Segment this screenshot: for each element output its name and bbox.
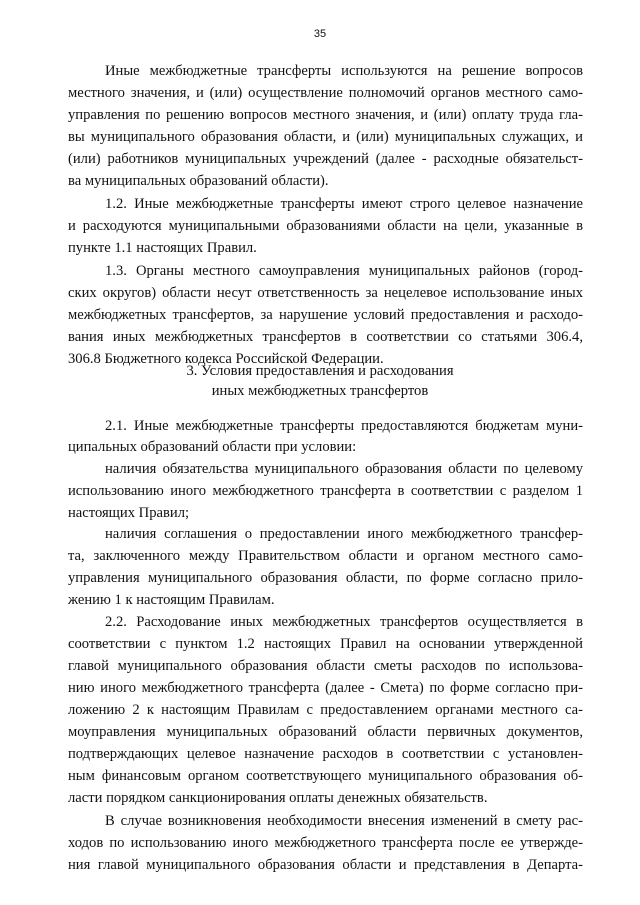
p3-line-4: вания иных межбюджетных трансфертов в соответствии со статьями 306.4, bbox=[68, 329, 583, 345]
p1-line-1: Иные межбюджетные трансферты используются на решение вопросов bbox=[105, 63, 583, 79]
section-heading-line-2: иных межбюджетных трансфертов bbox=[211, 383, 429, 399]
p6-line-3: управления муниципального образования области, по форме согласно прило- bbox=[68, 570, 583, 586]
p5-line-1: наличия обязательства муниципального образования области по целевому bbox=[105, 461, 583, 477]
page-number: 35 bbox=[313, 28, 327, 40]
p7-line-2: соответствии с пунктом 1.2 настоящих Правил на основании утвержденной bbox=[68, 636, 583, 652]
p2-line-3: пункте 1.1 настоящих Правил. bbox=[68, 240, 257, 256]
p7-line-9: ласти порядком санкционирования оплаты денежных обязательств. bbox=[68, 790, 488, 806]
p4-line-1: 2.1. Иные межбюджетные трансферты предоставляются бюджетам муни- bbox=[105, 418, 583, 434]
p1-line-4: вы муниципального образования области, и (или) муниципальных служащих, и bbox=[68, 129, 583, 145]
p3-line-3: межбюджетных трансфертов, за нарушение условий предоставления и расходо- bbox=[68, 307, 583, 323]
p7-line-8: ным финансовым органом соответствующего муниципального образования об- bbox=[68, 768, 583, 784]
p6-line-1: наличия соглашения о предоставлении иного межбюджетного трансфер- bbox=[105, 526, 583, 542]
p2-line-2: и расходуются муниципальными образованиями области на цели, указанные в bbox=[68, 218, 583, 234]
p4-line-2: ципальных образований области при условии: bbox=[68, 439, 357, 455]
p2-line-1: 1.2. Иные межбюджетные трансферты имеют строго целевое назначение bbox=[105, 196, 583, 212]
p1-line-3: управления по решению вопросов местного значения, и (или) оплату труда гла- bbox=[68, 107, 583, 123]
p8-line-2: ходов по использованию иного межбюджетного трансферта после ее утвержде- bbox=[68, 835, 583, 851]
p5-line-3: настоящих Правил; bbox=[68, 505, 190, 521]
p7-line-6: моуправления муниципальных образований области первичных документов, bbox=[68, 724, 583, 740]
p7-line-7: подтверждающих целевое назначение расходов в соответствии с установлен- bbox=[68, 746, 583, 762]
p1-line-6: ва муниципальных образований области). bbox=[68, 173, 329, 189]
p8-line-3: ния главой муниципального образования области и представления в Департа- bbox=[68, 857, 583, 873]
p7-line-5: ложению 2 к настоящим Правилам с предоставлением органами местного са- bbox=[68, 702, 583, 718]
p7-line-3: главой муниципального образования области сметы расходов по использова- bbox=[68, 658, 583, 674]
p3-line-2: ских округов) области несут ответственность за нецелевое использование иных bbox=[68, 285, 583, 301]
section-heading-line-1: 3. Условия предоставления и расходования bbox=[186, 363, 454, 379]
p7-line-4: нию иного межбюджетного трансферта (далее - Смета) по форме согласно при- bbox=[68, 680, 583, 696]
p3-line-5: 306.8 Бюджетного кодекса Российской Федерации. bbox=[68, 351, 384, 367]
p6-line-4: жению 1 к настоящим Правилам. bbox=[68, 592, 275, 608]
p8-line-1: В случае возникновения необходимости внесения изменений в смету рас- bbox=[105, 813, 583, 829]
p1-line-5: (или) работников муниципальных учреждений (далее - расходные обязательст- bbox=[68, 151, 583, 167]
p7-line-1: 2.2. Расходование иных межбюджетных трансфертов осуществляется в bbox=[105, 614, 583, 630]
p1-line-2: местного значения, и (или) осуществление полномочий органов местного само- bbox=[68, 85, 583, 101]
p5-line-2: использованию иного межбюджетного трансферта в соответствии с разделом 1 bbox=[68, 483, 583, 499]
p6-line-2: та, заключенного между Правительством области и органом местного само- bbox=[68, 548, 583, 564]
p3-line-1: 1.3. Органы местного самоуправления муниципальных районов (город- bbox=[105, 263, 583, 279]
